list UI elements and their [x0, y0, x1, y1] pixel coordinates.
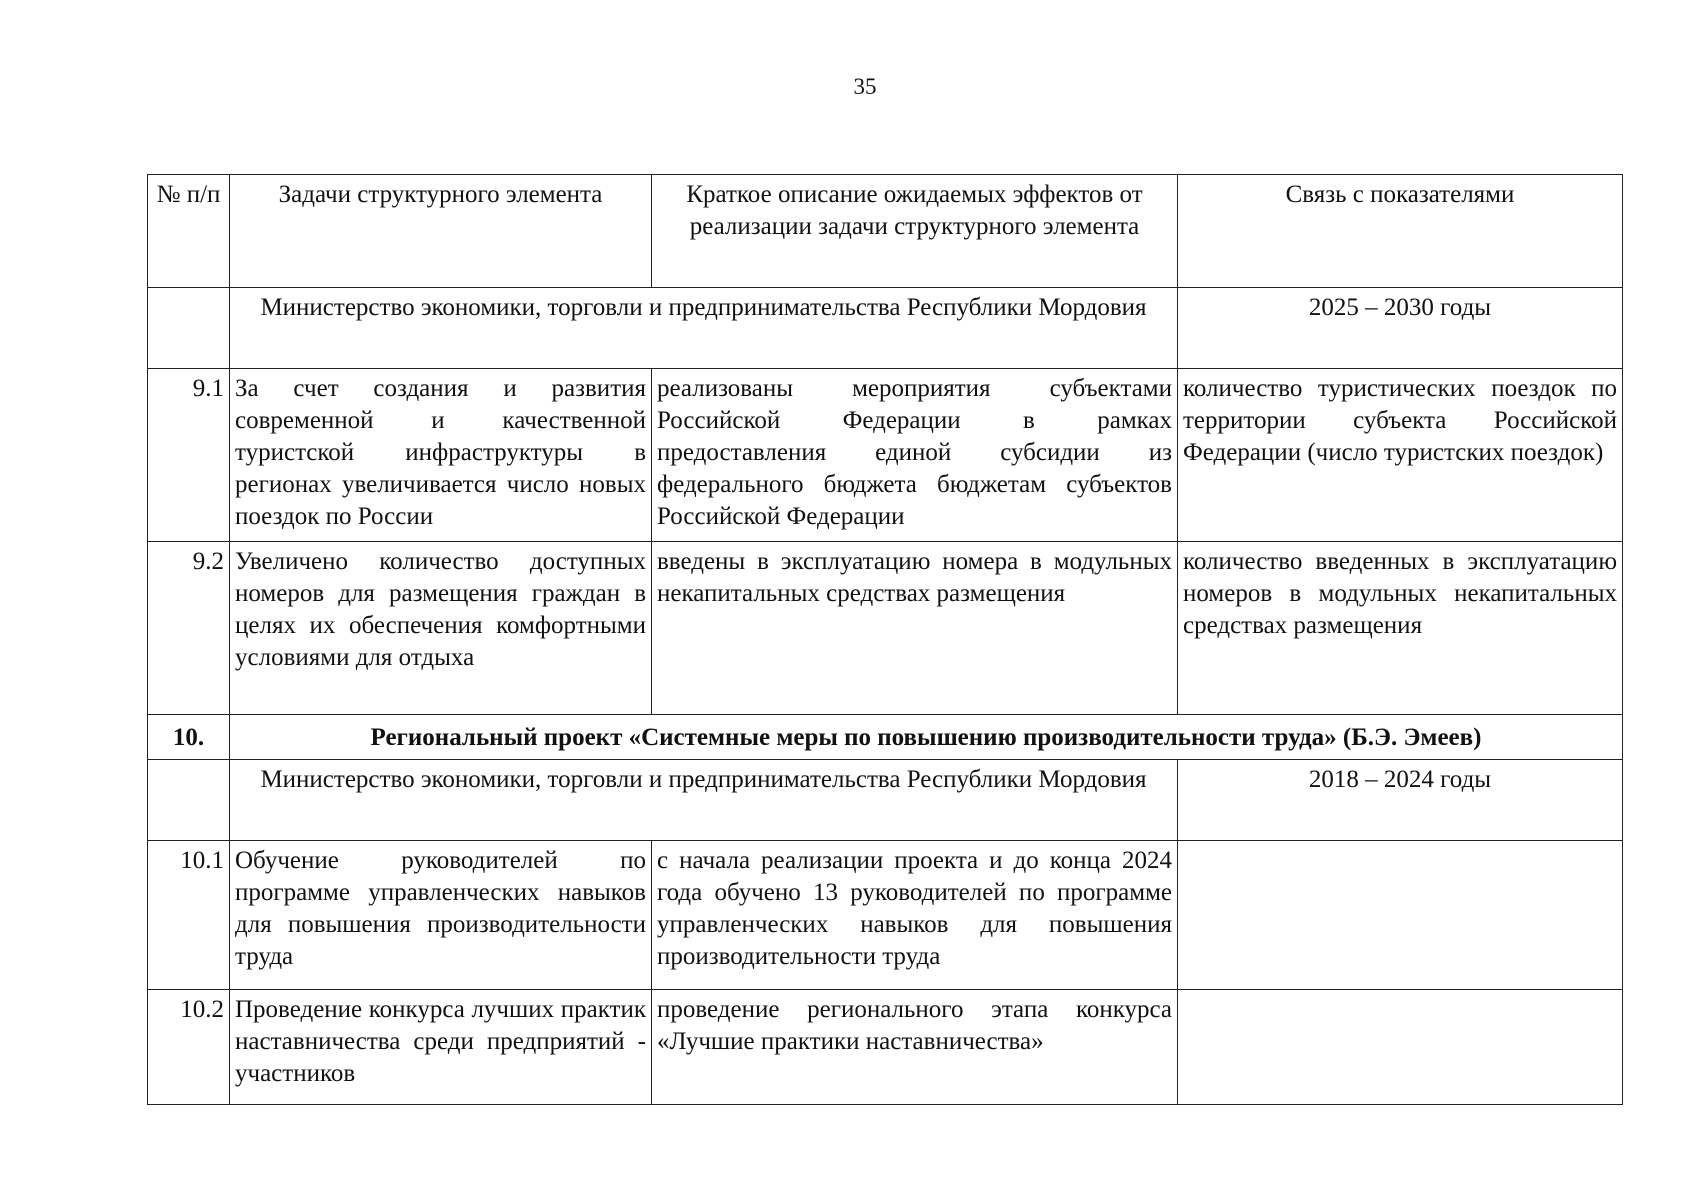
effect-cell: реализованы мероприятия субъектами Российской Федерации в рамках предоставления единой субсидии из федерального бюджета бюджетам субъектов Российской Федерации: [652, 369, 1178, 542]
row-num: 10.: [148, 715, 230, 760]
row-num: 10.1: [148, 841, 230, 990]
row-num-empty: [148, 288, 230, 369]
task-cell: За счет создания и развития современной и качественной туристской инфраструктуры в регионах увеличивается число новых поездок по России: [230, 369, 652, 542]
indicator-cell: [1178, 841, 1623, 990]
row-num: 9.1: [148, 369, 230, 542]
ministry-name: Министерство экономики, торговли и предпринимательства Республики Мордовия: [230, 760, 1178, 841]
table-row-ministry-10: [148, 760, 1623, 841]
effect-cell: с начала реализации проекта и до конца 2024 года обучено 13 руководителей по программе управленческих навыков для повышения производительности труда: [652, 841, 1178, 990]
row-num-empty: [148, 760, 230, 841]
table-row-10-1: [148, 841, 1623, 990]
table-row-9-2: [148, 542, 1623, 715]
effect-cell: введены в эксплуатацию номера в модульных некапитальных средствах размещения: [652, 542, 1178, 715]
table-row-project-10: [148, 715, 1623, 760]
ministry-name: Министерство экономики, торговли и предпринимательства Республики Мордовия: [230, 288, 1178, 369]
row-num: 9.2: [148, 542, 230, 715]
row-num: 10.2: [148, 990, 230, 1105]
effect-cell: проведение регионального этапа конкурса «Лучшие практики наставничества»: [652, 990, 1178, 1105]
table-row-9-1: [148, 369, 1623, 542]
header-effects: Краткое описание ожидаемых эффектов от реализации задачи структурного элемента: [652, 175, 1178, 288]
header-num: № п/п: [148, 175, 230, 288]
indicator-cell: количество введенных в эксплуатацию номеров в модульных некапитальных средствах размещения: [1178, 542, 1623, 715]
indicator-cell: количество туристических поездок по территории субъекта Российской Федерации (число туристских поездок): [1178, 369, 1623, 542]
table-row-10-2: [148, 990, 1623, 1105]
tasks-table: [147, 174, 1623, 1105]
table-header-row: [148, 175, 1623, 288]
task-cell: Увеличено количество доступных номеров для размещения граждан в целях их обеспечения комфортными условиями для отдыха: [230, 542, 652, 715]
project-title: Региональный проект «Системные меры по повышению производительности труда» (Б.Э. Эмеев): [230, 715, 1623, 760]
page-number: 35: [853, 74, 877, 99]
header-indicators: Связь с показателями: [1178, 175, 1623, 288]
period: 2025 – 2030 годы: [1178, 288, 1623, 369]
header-tasks: Задачи структурного элемента: [230, 175, 652, 288]
task-cell: Проведение конкурса лучших практик наставничества среди предприятий - участников: [230, 990, 652, 1105]
period: 2018 – 2024 годы: [1178, 760, 1623, 841]
table-row-ministry-9: [148, 288, 1623, 369]
task-cell: Обучение руководителей по программе управленческих навыков для повышения производительности труда: [230, 841, 652, 990]
indicator-cell: [1178, 990, 1623, 1105]
